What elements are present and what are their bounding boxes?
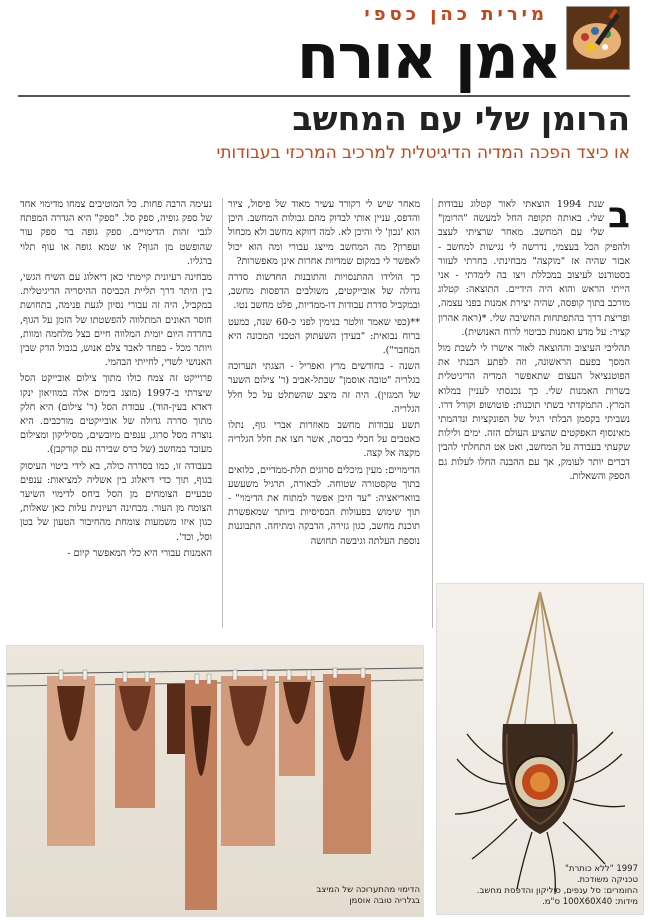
article-column-1 [438, 198, 630, 634]
installation-caption [308, 885, 420, 907]
author-name: מירית כהן כספי [364, 4, 548, 25]
paragraph: כך הולידו ההתנסויות והתובנות החדשות סדרה גדולה של אובייקטים, משולבים הדפסות מחשב, ובמקביל סדרת עבודות דו-ממדיות, פלט מחשב נטו. [228, 272, 420, 312]
caption-line: טכניקה משודכת. [576, 875, 638, 885]
article-column-2 [228, 198, 420, 626]
caption-line: 1997 "ללא כותרת" [565, 864, 638, 874]
caption-line: בגלריה טובה אוסמן [349, 896, 420, 906]
paragraph: מבחינה רעיונית קיימתי כאן דיאלוג עם השיח הגשי, בין היתר דרך תליית הכביסה ההיסריה הדיגיטלית. במקביל, היה זה עבורי נסיון לגעת פנימה, בתחושת חוסר האונים המתלווה להפשטתו של הזמן על הגוף, בחרדה היום יומית המלווה חיים בצל מלחמה ומוות, ויותר מכל - בפחד לאבד צלם אנוש, בגבול הדק שבין האנושי לשדי, לחייתי הבהמי. [20, 272, 212, 369]
paragraph: נעימה הרבה פחות. כל המוטיבים צמחו מדימוי אחד של ספק גופיה, ספק סל. "ספק" היא הגדרה המפתח לגבי זהות הדימויים. ספק גופה בר ספק עור שהופשט מן הגוף? או שמא גופה או עוף תלוי ברגליו. [20, 199, 212, 267]
paragraph: בעבודה זו, כמו בסדרה כולה, בא לידי ביטוי העיסוק בגוף, תוך כדי דיאלוג בין אשליה למציאות: ענפים טבעיים הצומחים מן הסל ביחס לדימוי השיער הצומח מן העור. מבחינה רעיונית עלות כאן שאלות, כגון איזו משמעות צומחת מהחיבור הטעון של בטן וסל, וכד'. [20, 460, 212, 543]
article-column-3 [20, 198, 212, 626]
paragraph: שנת 1994 הוצאתי לאור קטלוג עבודות שלי. באותה תקופה החל למעשה "הרומן" שלי עם המחשב. מאחר שרציתי לעצב ולהפיק הכל בעצמי, נדרשה לי נגישות למחשב - אבזר שהיה אז "מוקצה" מבחינתי. בחרתי לעזור בסטודנט לעיצוב במכללת ויצו בה לימדתי - אני הייתי הראש והוא היה הידיים. התוצאה: קטלוג מורכב בתוך קופסה, שהיה יצירת אמנות בפני עצמה, ופריצת דרך בהתפתחות החשיבה שלי. *(ראה אהרון קציר: על מדע ואמנות כביטוי לרוח האנושית). [438, 199, 630, 338]
installation-photo [6, 645, 424, 917]
paragraph: האמנות עבורי היא כלי המאפשר קיום - [67, 547, 212, 559]
caption-line: מידות: 100X60X40 ס"מ. [542, 897, 638, 907]
article-title: הרומן שלי עם המחשב [292, 99, 630, 138]
paragraph: תהליכי העיצוב וההוצאה לאור אישרו לי לשבת מול המסך בפעם הראשונה, וזה לפתע הבנתי את הפוטנציאל העצום שתאפשר המדיה הדיגיטלית בשרות האמנות שלי. כך נכנסתי לעניין במלוא המרץ. התמקדתי בשתי תוכנות: פוטושופ וקורל דרו. נשביתי בקסמן הבלתי רגיל של הפונקציות ונדהמתי מאינסוף האפקטים שהציע העולם הזה. ימים ולילות שקעתי בעבודה על המחשב, ואט אט התחלתי להבין דברים יותר לעומק, אך עם ההבנה החלו לעלות גם הספק והשאלות. [438, 343, 630, 482]
basket-caption [448, 864, 638, 908]
drop-cap: ב [608, 198, 630, 236]
column-divider [222, 198, 223, 628]
section-masthead: אמן אורח [296, 20, 560, 93]
paragraph: השנה - בחודשים מרץ ואפריל - הצגתי תערוכה בגלריה "טובה אוסמן" שבתל-אביב (ר' צילום השער של המגזין). היה זה מיצב שהשתלט על כל חלל הגלריה. [228, 361, 420, 415]
paragraph: תשע עבודות מחשב מאוזרות אברי גוף, נתלו כאטבים על חבלי כביסה, אשר חצו את חלל הגלריה מקצה אל קצה. [228, 420, 420, 460]
paragraph: מאחר שיש לי רקורד עשיר מאוד של פיסול, ציור והדפס, עניין אותי לבדוק מהם גבולות המחשב. היכן הוא 'נכון' לי והיכן לא. למה דווקא מחשב ולא מכחול ועפרון? מה המחשב מייצג עבורי ומה הוא יכול לאפשר לי במקום שמדיות אחרות אינן מאפשרות? [228, 199, 420, 267]
paragraph: פרוייקט זה צמח כולו מתוך צילום אובייקט הסל שיצרתי ב-1997 (מוצג בימים אלה במוזיאון ינקו דאדא בעין-הוד). עבודת הסל (ר' צילום) היא חלק מתוך סדרה גדולה של אובייקטים מורכבים. היא נוצרה מסל סרוג, ענפים מיובשים, מסיליקון ומצילום מעובד במחשב (של כרס שבירה עם קורקבן). [20, 373, 212, 456]
paragraph: **(כפי שאמר וולטר בנימין לפני כ-60 שנה, כמעט ברוח נבואית: "בעידן השעתוק הטכני המכונה היא המחבר"). [228, 316, 420, 357]
section-logo [566, 6, 630, 70]
paragraph: הדימויים: מעין מיכלים סרוגים תלת-ממדיים, כלואים בתוך טקסטורה שטוחה. לכאורה, תרגיל משעשע בוואריאציה: "עד היכן אפשר למתוח את הדימוי" - תוך שימוש בפעולות הבסיסיות ביותר שמאפשרת תוכנת מחשב, כגון גזירה, הדבקה ומתיחה. התבוננות נוספת העלתה וגיבשה תחושה [228, 464, 420, 547]
article-subtitle: או כיצד הפכה המדיה הדיגיטלית למרכיב המרכזי בעבודותי [216, 143, 630, 163]
caption-line: החומרים: סל ענפים, סיליקון והדפסת מחשב. [476, 886, 638, 896]
palette-brush-icon [567, 7, 629, 69]
caption-line: הדימוי מהתערוכה של המיצב [316, 885, 420, 895]
column-divider [432, 198, 433, 628]
installation-image [7, 646, 423, 916]
